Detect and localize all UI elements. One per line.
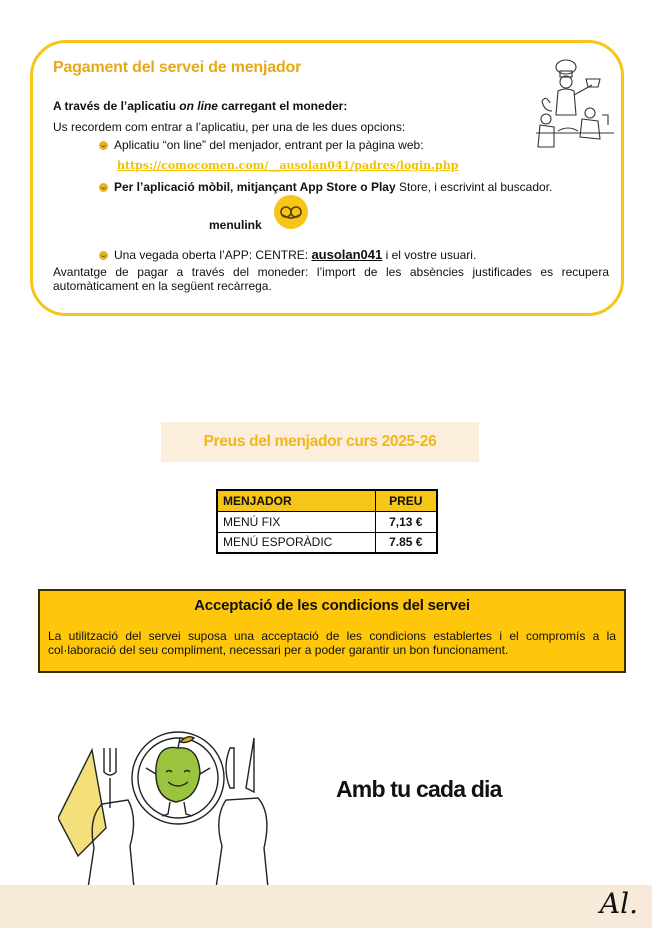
menulink-logo-icon (274, 195, 308, 229)
option-web: Aplicatiu “on line” del menjador, entrant per la pàgina web: (99, 138, 424, 152)
footer-bar (0, 885, 652, 928)
table-row (217, 532, 437, 553)
centre-code: ausolan041 (311, 247, 383, 262)
reminder-line: Us recordem com entrar a l’aplicatiu, per una de les dues opcions: (53, 120, 406, 134)
payment-title: Pagament del servei de menjador (53, 59, 302, 76)
step-open-app: Una vegada oberta l’APP: CENTRE: ausolan041 i el vostre usuari. (99, 247, 476, 262)
menu-price: 7.85 € (375, 532, 437, 553)
option-mobile: Per l’aplicació mòbil, mitjançant App Store o Play Store, i escrivint al buscador. (99, 180, 552, 194)
menu-name: MENÚ ESPORÀDIC (217, 532, 375, 553)
intro-line: A través de l’aplicatiu on line carregant el moneder: (53, 99, 348, 113)
bullet-icon (99, 141, 108, 150)
advantage-text: Avantatge de pagar a través del moneder: l’import de les absències justificades es recupera automàticament en la següent recàrrega. (53, 265, 609, 293)
prices-heading: Preus del menjador curs 2025-26 (203, 433, 437, 450)
table-header-row (217, 490, 437, 511)
terms-title: Acceptació de les condicions del servei (194, 597, 470, 614)
column-header: MENJADOR (217, 490, 375, 511)
bullet-icon (99, 183, 108, 192)
brand-logo: Al. (599, 887, 638, 920)
chef-illustration-icon (536, 55, 614, 151)
bullet-icon (99, 251, 108, 260)
slogan: Amb tu cada dia (336, 776, 502, 802)
plate-cutlery-illustration-icon (58, 728, 278, 888)
terms-box (38, 589, 626, 673)
menu-price: 7,13 € (375, 511, 437, 532)
column-header: PREU (375, 490, 437, 511)
payment-card (30, 40, 624, 316)
table-row (217, 511, 437, 532)
terms-body: La utilització del servei suposa una acceptació de les condicions establertes i el compromís a la col·laboració del seu compliment, necessari per a poder garantir un bon funcionament. (48, 629, 616, 657)
login-link[interactable]: https://comocomen.com/__ausolan041/padres/login.php (117, 159, 459, 172)
prices-table (216, 489, 438, 554)
prices-banner (161, 422, 479, 462)
menu-name: MENÚ FIX (217, 511, 375, 532)
app-name: menulink (209, 218, 262, 232)
